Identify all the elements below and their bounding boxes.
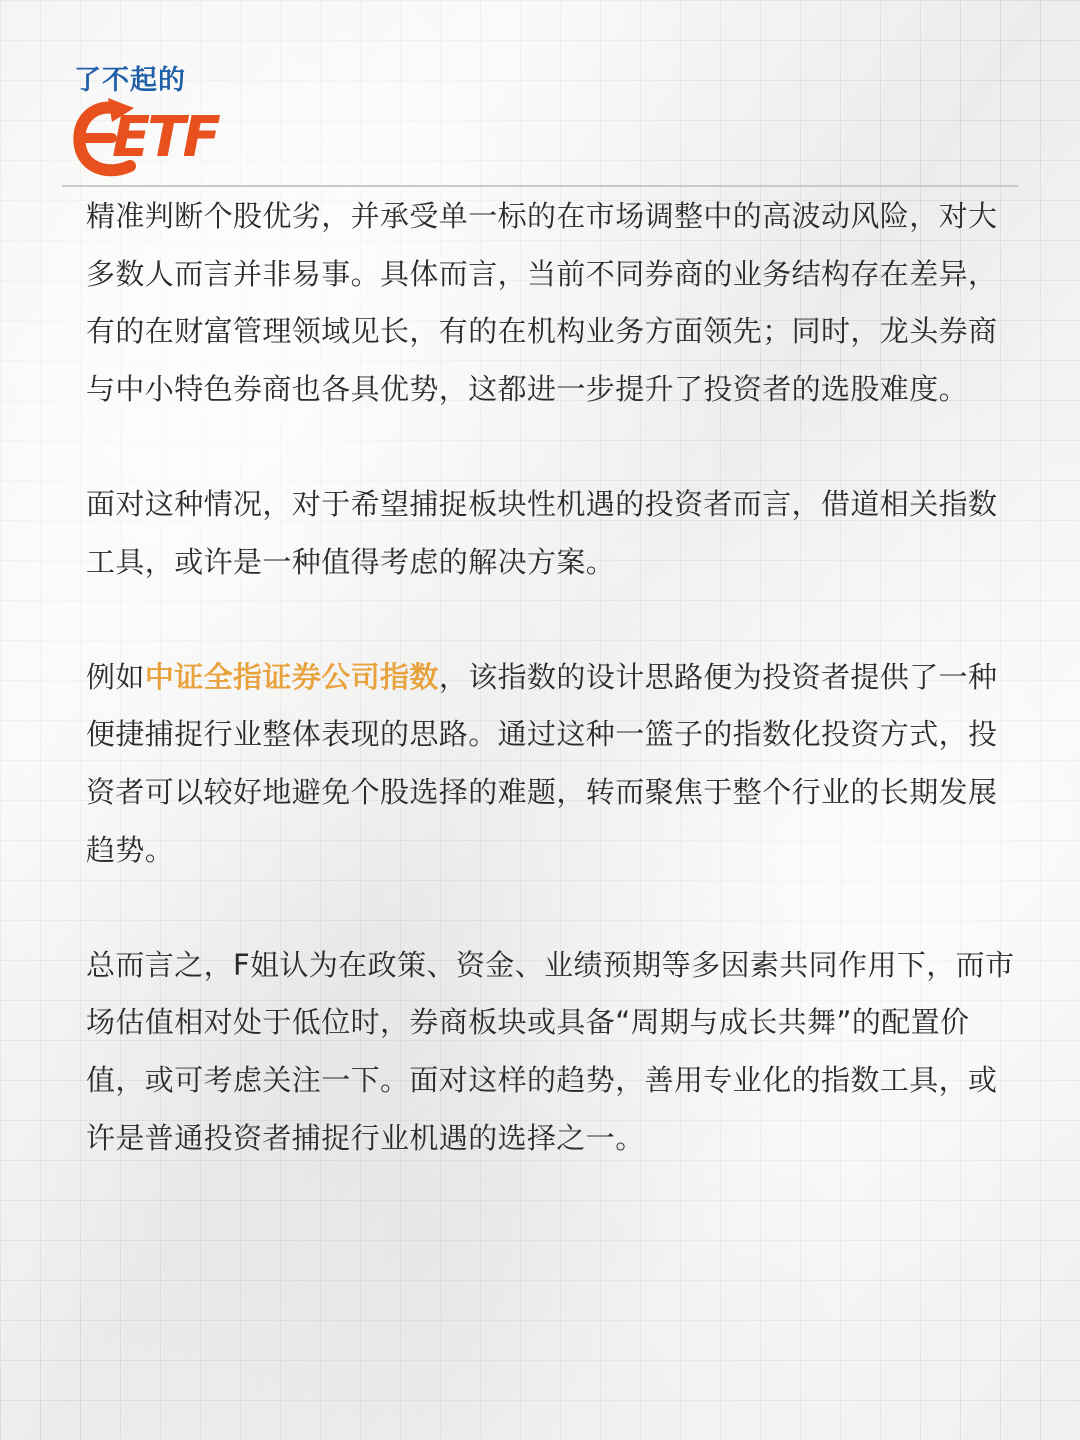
logo-wordmark: ETF <box>112 105 218 170</box>
header-divider <box>62 185 1018 187</box>
logo-tagline: 了不起的 <box>74 65 186 96</box>
paragraph-1: 精准判断个股优劣，并承受单一标的在市场调整中的高波动风险，对大多数人而言并非易事。具体而言，当前不同券商的业务结构存在差异，有的在财富管理领域见长，有的在机构业务方面领先；同时，龙头券商与中小特色券商也各具优势，这都进一步提升了投资者的选股难度。 <box>86 199 998 406</box>
paragraph-2: 面对这种情况，对于希望捕捉板块性机遇的投资者而言，借道相关指数工具，或许是一种值得考虑的解决方案。 <box>86 486 998 579</box>
etf-logo-icon <box>72 94 218 178</box>
index-name-highlight: 中证全指证券公司指数 <box>144 659 439 694</box>
paragraph-3 <box>86 649 1016 879</box>
brand-logo <box>72 58 218 178</box>
paragraph-3-suffix: ，该指数的设计思路便为投资者提供了一种便捷捕捉行业整体表现的思路。通过这种一篮子的指数化投资方式，投资者可以较好地避免个股选择的难题，转而聚焦于整个行业的长期发展趋势。 <box>86 659 998 867</box>
paragraph-4: 总而言之，F姐认为在政策、资金、业绩预期等多因素共同作用下，而市场估值相对处于低位时，券商板块或具备“周期与成长共舞”的配置价值，或可考虑关注一下。面对这样的趋势，善用专业化的指数工具，或许是普通投资者捕捉行业机遇的选择之一。 <box>86 947 1015 1155</box>
article-body <box>86 188 1016 1225</box>
paragraph-3-prefix: 例如 <box>86 659 145 694</box>
